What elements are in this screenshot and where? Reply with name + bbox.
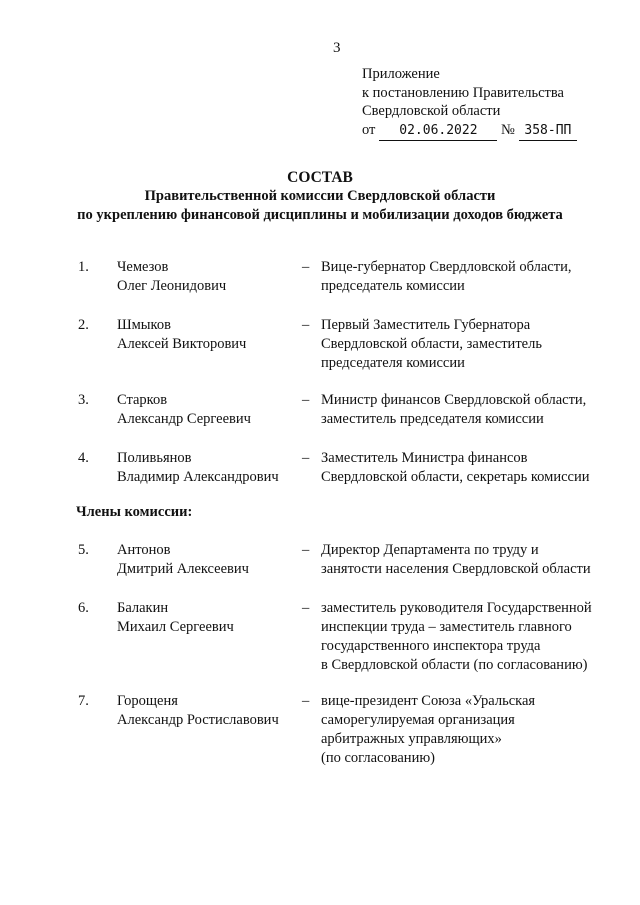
- member-position: [321, 316, 621, 373]
- member-name: [117, 258, 226, 296]
- member-given-name: Александр Ростиславович: [117, 712, 279, 728]
- dash: –: [302, 693, 310, 709]
- dash: –: [302, 259, 310, 275]
- dash: –: [302, 317, 310, 333]
- dash: –: [302, 392, 310, 408]
- position-line: заместитель руководителя Государственной: [321, 600, 592, 616]
- heading-line-3: по укреплению финансовой дисциплины и мобилизации доходов бюджета: [77, 207, 563, 223]
- position-line: заместитель председателя комиссии: [321, 411, 544, 427]
- appendix-date-line: [362, 121, 577, 142]
- date-prefix: от: [362, 121, 376, 138]
- member-given-name: Олег Леонидович: [117, 278, 227, 294]
- member-position: [321, 449, 621, 487]
- dash: –: [302, 542, 310, 558]
- member-position: [321, 391, 621, 429]
- member-given-name: Михаил Сергеевич: [117, 619, 234, 635]
- position-line: Свердловской области, секретарь комиссии: [321, 469, 590, 485]
- member-surname: Горощеня: [117, 693, 178, 709]
- position-line: в Свердловской области (по согласованию): [321, 657, 588, 673]
- member-surname: Старков: [117, 392, 168, 408]
- member-number: 5.: [78, 542, 89, 558]
- appendix-line-2: к постановлению Правительства: [362, 84, 564, 101]
- number-sign: №: [501, 121, 515, 138]
- position-line: Первый Заместитель Губернатора: [321, 317, 531, 333]
- member-surname: Балакин: [117, 600, 169, 616]
- position-line: саморегулируемая организация: [321, 712, 515, 728]
- dash: –: [302, 450, 310, 466]
- position-line: инспекции труда – заместитель главного: [321, 619, 572, 635]
- member-surname: Антонов: [117, 542, 171, 558]
- position-line: занятости населения Свердловской области: [321, 561, 591, 577]
- document-heading: [0, 168, 640, 225]
- page-number: 3: [333, 40, 341, 56]
- position-line: председателя комиссии: [321, 355, 465, 371]
- member-position: [321, 692, 621, 768]
- member-number: 3.: [78, 392, 89, 408]
- member-number: 4.: [78, 450, 89, 466]
- member-surname: Чемезов: [117, 259, 169, 275]
- dash: –: [302, 600, 310, 616]
- member-given-name: Александр Сергеевич: [117, 411, 251, 427]
- decree-date: 02.06.2022: [379, 122, 497, 142]
- member-number: 6.: [78, 600, 89, 616]
- position-line: (по согласованию): [321, 750, 435, 766]
- position-line: Министр финансов Свердловской области,: [321, 392, 587, 408]
- member-name: [117, 599, 234, 637]
- heading-title: СОСТАВ: [287, 169, 353, 186]
- position-line: председатель комиссии: [321, 278, 465, 294]
- appendix-block: [362, 65, 577, 141]
- position-line: арбитражных управляющих»: [321, 731, 502, 747]
- position-line: Директор Департамента по труду и: [321, 542, 539, 558]
- member-surname: Поливьянов: [117, 450, 192, 466]
- position-line: Заместитель Министра финансов: [321, 450, 528, 466]
- member-given-name: Алексей Викторович: [117, 336, 247, 352]
- member-name: [117, 391, 251, 429]
- member-given-name: Владимир Александрович: [117, 469, 279, 485]
- member-name: [117, 449, 279, 487]
- member-number: 1.: [78, 259, 89, 275]
- position-line: государственного инспектора труда: [321, 638, 541, 654]
- members-section-title: Члены комиссии:: [76, 504, 193, 520]
- position-line: Свердловской области, заместитель: [321, 336, 542, 352]
- decree-number: 358-ПП: [519, 122, 577, 142]
- member-position: [321, 541, 621, 579]
- member-name: [117, 316, 246, 354]
- heading-line-2: Правительственной комиссии Свердловской области: [144, 188, 496, 204]
- position-line: вице-президент Союза «Уральская: [321, 693, 536, 709]
- member-position: [321, 599, 621, 675]
- member-name: [117, 541, 249, 579]
- member-position: [321, 258, 621, 296]
- member-surname: Шмыков: [117, 317, 171, 333]
- member-given-name: Дмитрий Алексеевич: [117, 561, 249, 577]
- appendix-line-3: Свердловской области: [362, 103, 501, 119]
- appendix-line-1: Приложение: [362, 66, 440, 82]
- member-number: 2.: [78, 317, 89, 333]
- member-number: 7.: [78, 693, 89, 709]
- position-line: Вице-губернатор Свердловской области,: [321, 259, 572, 275]
- member-name: [117, 692, 279, 730]
